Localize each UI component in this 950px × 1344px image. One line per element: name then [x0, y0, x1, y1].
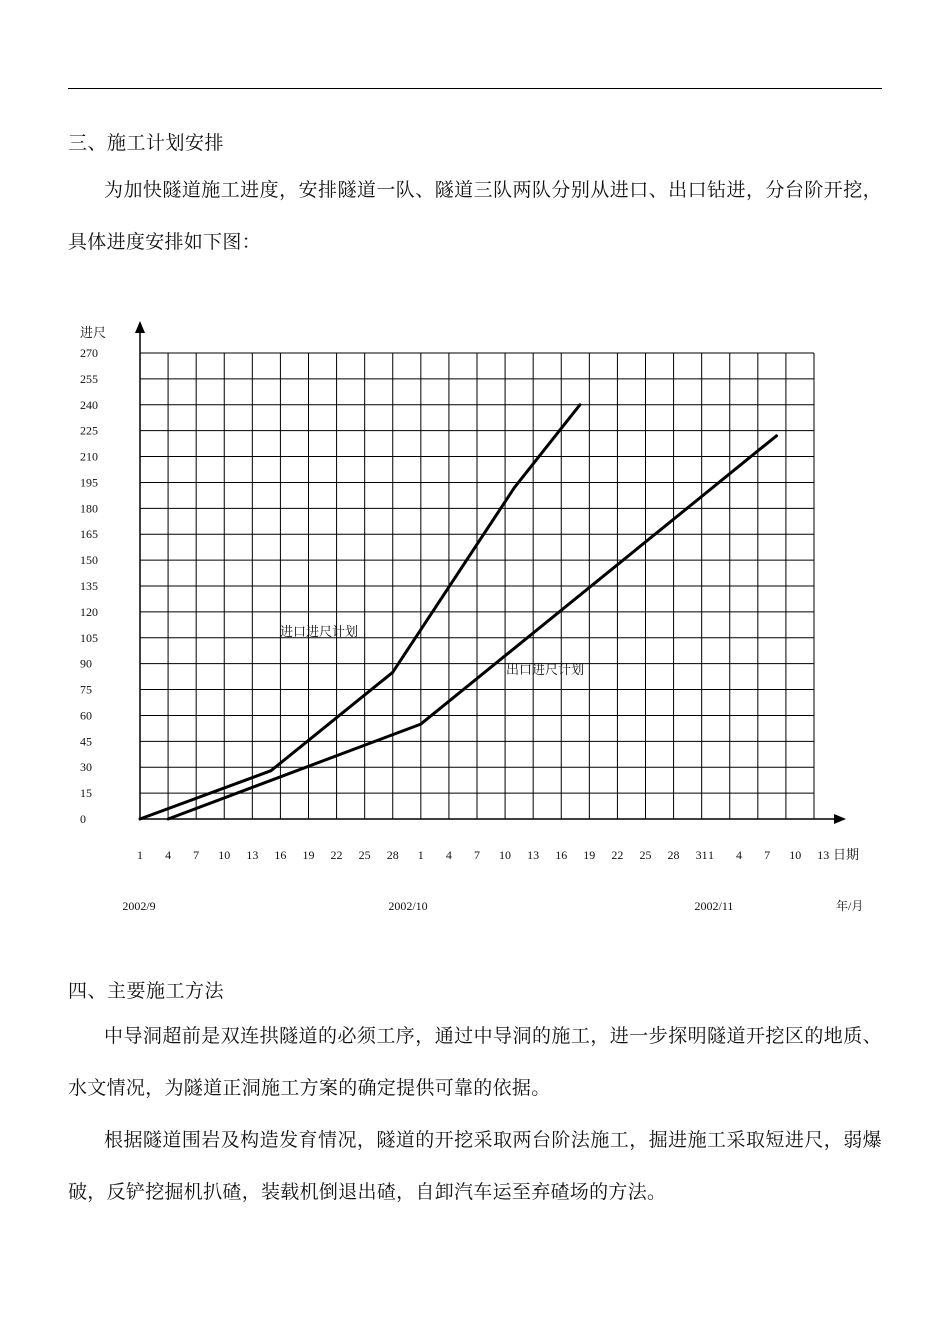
- y-tick-label: 180: [80, 501, 98, 516]
- x-tick-label: 25: [639, 848, 652, 862]
- y-tick-label: 255: [80, 371, 98, 386]
- section-4-paragraph-2: 根据隧道围岩及构造发育情况，隧道的开挖采取两台阶法施工，掘进施工采取短进尺，弱爆破，反铲挖掘机扒碴，装载机倒退出碴，自卸汽车运至弃碴场的方法。: [68, 1129, 882, 1203]
- x-tick-label: 13: [817, 848, 830, 862]
- x-tick-label: 7: [473, 848, 480, 862]
- month-label: 2002/10: [388, 899, 428, 913]
- month-label: 2002/11: [694, 899, 734, 913]
- x-tick-label: 16: [555, 848, 568, 862]
- x-tick-label: 7: [764, 848, 771, 862]
- series-line-2: [168, 436, 776, 819]
- y-tick-label: 240: [80, 397, 98, 412]
- section-4-paragraph-1: 中导洞超前是双连拱隧道的必须工序，通过中导洞的施工，进一步探明隧道开挖区的地质、水文情况，为隧道正洞施工方案的确定提供可靠的依据。: [68, 1025, 882, 1099]
- x-tick-label: 13: [246, 848, 259, 862]
- x-axis-arrow: [834, 814, 846, 824]
- y-tick-label: 120: [80, 604, 98, 619]
- x-tick-label: 4: [165, 848, 172, 862]
- y-tick-label: 135: [80, 579, 98, 593]
- x-tick-label: 13: [527, 848, 540, 862]
- x-tick-label: 1: [137, 848, 143, 862]
- x-tick-label: 31: [695, 848, 708, 862]
- y-tick-label: 90: [80, 656, 92, 671]
- x-tick-label: 4: [445, 848, 452, 862]
- x-axis-label: 日期: [833, 848, 860, 863]
- y-tick-label: 0: [80, 812, 86, 826]
- x-tick-label: 19: [302, 848, 315, 862]
- x-tick-label: 28: [386, 848, 399, 862]
- y-tick-label: 150: [80, 553, 98, 568]
- y-axis-label: 进尺: [80, 326, 107, 341]
- x-tick-label: 1: [417, 848, 424, 862]
- y-tick-label: 210: [80, 449, 98, 464]
- month-label: 2002/9: [122, 899, 156, 913]
- x-tick-label: 28: [667, 848, 680, 862]
- x-tick-label: 7: [193, 848, 200, 862]
- x-tick-label: 16: [274, 848, 287, 862]
- period-label: 年/月: [836, 899, 864, 913]
- y-tick-label: 30: [80, 760, 92, 775]
- y-tick-label: 195: [80, 475, 98, 490]
- series-label-1: 进口进尺计划: [280, 625, 359, 640]
- section-4-heading: 四、主要施工方法: [68, 980, 225, 1002]
- y-tick-label: 15: [80, 786, 92, 801]
- x-tick-label: 22: [330, 848, 343, 862]
- x-tick-label: 19: [583, 848, 596, 862]
- y-tick-label: 225: [80, 423, 98, 438]
- x-tick-label: 25: [358, 848, 371, 862]
- section-3-paragraph: 为加快隧道施工进度，安排隧道一队、隧道三队两队分别从进口、出口钻进，分台阶开挖，具体进度安排如下图：: [68, 179, 882, 253]
- x-tick-label: 10: [499, 848, 512, 862]
- x-tick-label: 1: [707, 848, 714, 862]
- x-tick-label: 4: [736, 848, 743, 862]
- section-3-heading: 三、施工计划安排: [68, 132, 225, 154]
- y-tick-label: 75: [80, 682, 92, 697]
- series-label-2: 出口进尺计划: [506, 663, 585, 678]
- y-axis-arrow: [135, 321, 145, 333]
- y-tick-label: 270: [80, 346, 98, 360]
- x-tick-label: 10: [789, 848, 802, 862]
- x-tick-label: 22: [611, 848, 624, 862]
- y-tick-label: 45: [80, 734, 92, 749]
- y-tick-label: 165: [80, 527, 98, 542]
- y-tick-label: 105: [80, 630, 98, 645]
- x-tick-label: 10: [218, 848, 231, 862]
- y-tick-label: 60: [80, 708, 92, 723]
